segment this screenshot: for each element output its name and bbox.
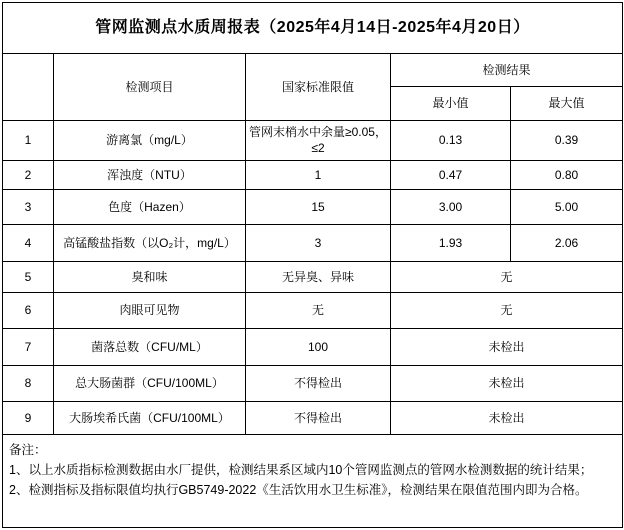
row-max: 0.39 [511,120,623,160]
row-item: 总大肠菌群（CFU/100ML） [54,365,246,401]
table-row [3,401,623,434]
row-item: 菌落总数（CFU/ML） [54,329,246,366]
report-title: 管网监测点水质周报表（2025年4月14日-2025年4月20日） [3,3,623,54]
table-row [3,225,623,262]
row-standard: 1 [246,160,391,189]
row-number: 8 [3,365,54,401]
row-number: 1 [3,120,54,160]
row-result: 未检出 [391,401,623,434]
row-max: 2.06 [511,225,623,262]
row-min: 0.47 [391,160,511,189]
header-min: 最小值 [391,87,511,121]
table-row [3,365,623,401]
row-number: 2 [3,160,54,189]
table-row [3,293,623,329]
row-result: 无 [391,262,623,293]
notes-section [3,434,623,527]
row-item: 游离氯（mg/L） [54,120,246,160]
row-standard: 100 [246,329,391,366]
header-item: 检测项目 [54,54,246,121]
row-result: 无 [391,293,623,329]
row-min: 0.13 [391,120,511,160]
row-result: 未检出 [391,365,623,401]
row-item: 高锰酸盐指数（以O₂计，mg/L） [54,225,246,262]
row-number: 5 [3,262,54,293]
row-standard: 无 [246,293,391,329]
row-number: 7 [3,329,54,366]
row-standard: 不得检出 [246,401,391,434]
row-item: 大肠埃希氏菌（CFU/100ML） [54,401,246,434]
note-line-1: 1、以上水质指标检测数据由水厂提供，检测结果系区域内10个管网监测点的管网水检测数据的统计结果； [9,462,593,477]
row-number: 4 [3,225,54,262]
table-row [3,262,623,293]
header-index [3,54,54,121]
row-max: 0.80 [511,160,623,189]
row-item: 肉眼可见物 [54,293,246,329]
table-row [3,189,623,225]
row-standard: 不得检出 [246,365,391,401]
notes-label: 备注： [9,442,47,457]
table-row [3,160,623,189]
row-standard: 3 [246,225,391,262]
header-result-group: 检测结果 [391,54,623,87]
water-quality-table [2,2,623,528]
row-standard: 管网末梢水中余量≥0.05，≤2 [246,120,391,160]
row-standard: 15 [246,189,391,225]
row-item: 浑浊度（NTU） [54,160,246,189]
note-line-2: 2、检测指标及指标限值均执行GB5749-2022《生活饮用水卫生标准》，检测结果在限值范围内即为合格。 [9,482,588,497]
table-row [3,120,623,160]
header-max: 最大值 [511,87,623,121]
row-number: 6 [3,293,54,329]
row-min: 3.00 [391,189,511,225]
row-item: 臭和味 [54,262,246,293]
row-item: 色度（Hazen） [54,189,246,225]
row-number: 3 [3,189,54,225]
row-result: 未检出 [391,329,623,366]
row-max: 5.00 [511,189,623,225]
row-standard: 无异臭、异味 [246,262,391,293]
header-standard: 国家标准限值 [246,54,391,121]
table-row [3,329,623,366]
row-min: 1.93 [391,225,511,262]
row-number: 9 [3,401,54,434]
